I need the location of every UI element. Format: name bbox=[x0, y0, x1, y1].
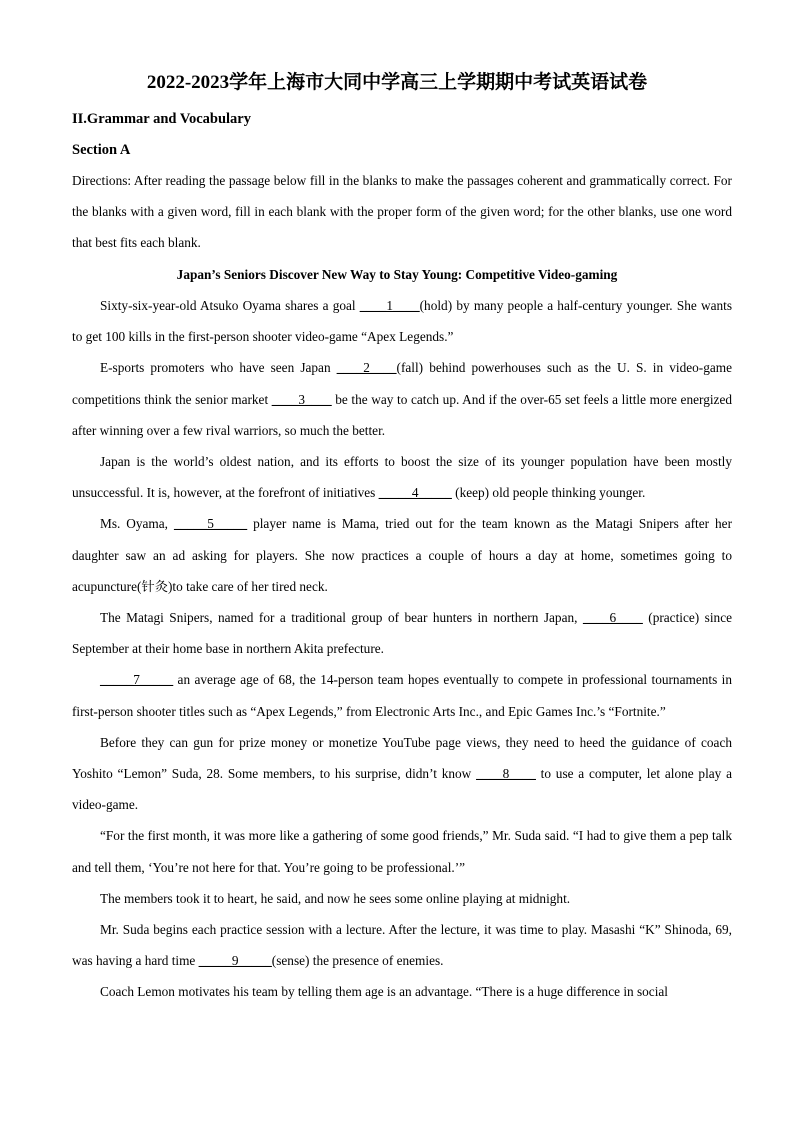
paragraph-text: an average age of 68, the 14-person team hopes eventually to compete in professional tournaments in first-person shooter titles such as “Apex Legends,” from Electronic Arts Inc., and Epic Games Inc.’s “Fortnite.” bbox=[72, 672, 732, 719]
blank-9: _____9_____ bbox=[198, 953, 272, 969]
paragraph-text: player name is Mama, tried out for the team known as the Matagi Snipers after her daughter saw an ad asking for players. She now practices a couple of hours a day at home, sometimes going to acupuncture(针灸)to take care of her tired neck. bbox=[72, 516, 732, 594]
directions-text: Directions: After reading the passage below fill in the blanks to make the passages coherent and grammatically correct. For the blanks with a given word, fill in each blank with the proper form of the given word; for the other blanks, use one word that best fits each blank. bbox=[72, 173, 732, 251]
blank-1: ____1____ bbox=[359, 298, 420, 313]
paragraph-text: Before they can gun for prize money or monetize YouTube page views, they need to heed the guidance of coach Yoshito “Lemon” Suda, 28. Some members, to his surprise, didn’t know bbox=[72, 734, 732, 782]
blank-7: _____7_____ bbox=[100, 672, 174, 688]
paragraph bbox=[72, 914, 732, 976]
paragraph-text: The members took it to heart, he said, and now he sees some online playing at midnight. bbox=[100, 890, 571, 906]
blank-5: _____5_____ bbox=[173, 516, 248, 532]
paragraph-text: “For the first month, it was more like a gathering of some good friends,” Mr. Suda said. “I had to give them a pep talk and tell them, ‘You’re not here for that. You’re going to be professional.’” bbox=[72, 828, 732, 875]
paragraph-text: (keep) old people thinking younger. bbox=[451, 485, 646, 501]
paragraph-text: Sixty-six-year-old Atsuko Oyama shares a goal bbox=[100, 298, 360, 313]
section-heading: Section A bbox=[72, 142, 131, 158]
paragraph-text: (practice) since September at their home base in northern Akita prefecture. bbox=[72, 610, 732, 657]
paragraph bbox=[72, 664, 732, 726]
paragraph bbox=[72, 820, 732, 882]
paragraph-text: (sense) the presence of enemies. bbox=[271, 953, 444, 969]
paragraph-text: Japan is the world’s oldest nation, and its efforts to boost the size of its younger population have been mostly unsuccessful. It is, however, at the forefront of initiatives bbox=[72, 454, 732, 501]
blank-6: ____6____ bbox=[582, 610, 643, 626]
passage bbox=[72, 290, 732, 1008]
paragraph bbox=[72, 883, 732, 914]
paragraph bbox=[72, 508, 732, 602]
paragraph-text: E-sports promoters who have seen Japan bbox=[100, 360, 337, 376]
paragraph bbox=[72, 352, 732, 446]
article-title: Japan’s Seniors Discover New Way to Stay Young: Competitive Video-gaming bbox=[176, 267, 618, 282]
directions bbox=[72, 165, 732, 259]
paragraph-text: to use a computer, let alone play a video-game. bbox=[72, 766, 732, 813]
paragraph-text: Coach Lemon motivates his team by telling them age is an advantage. “There is a huge difference in social bbox=[100, 984, 669, 1000]
blank-4: _____4_____ bbox=[378, 485, 452, 501]
part-heading: II.Grammar and Vocabulary bbox=[72, 111, 251, 127]
blank-3: ____3____ bbox=[271, 391, 332, 407]
blank-2: ____2____ bbox=[336, 360, 397, 376]
blank-8: ____8____ bbox=[476, 766, 536, 782]
paragraph-text: (fall) behind powerhouses such as the U. S. in video-game competitions think the senior market bbox=[72, 360, 732, 407]
paragraph-text: (hold) by many people a half-century younger. She wants to get 100 kills in the first-person shooter video-game “Apex Legends.” bbox=[72, 298, 732, 345]
paragraph bbox=[72, 602, 732, 664]
paragraph bbox=[72, 290, 732, 352]
paragraph bbox=[72, 446, 732, 508]
paragraph-text: The Matagi Snipers, named for a traditional group of bear hunters in northern Japan, bbox=[100, 610, 583, 626]
paragraph bbox=[72, 976, 732, 1007]
page-title: 2022-2023学年上海市大同中学高三上学期期中考试英语试卷 bbox=[146, 72, 648, 93]
paragraph-text: Ms. Oyama, bbox=[100, 516, 174, 532]
paragraph-text: be the way to catch up. And if the over-65 set feels a little more energized after winning over a few rival warriors, so much the better. bbox=[72, 391, 732, 438]
paragraph bbox=[72, 727, 732, 821]
paragraph-text: Mr. Suda begins each practice session with a lecture. After the lecture, it was time to play. Masashi “K” Shinoda, 69, was having a hard time bbox=[72, 922, 732, 969]
